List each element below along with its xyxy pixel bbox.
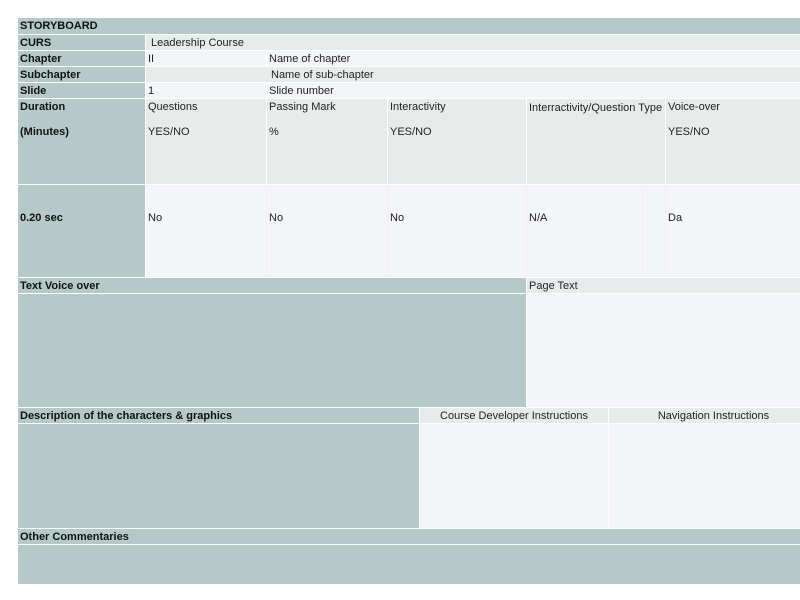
- passing-mark-header-cell: [267, 99, 387, 184]
- curs-label: CURS: [18, 35, 145, 50]
- other-commentaries-area: [18, 545, 800, 584]
- column-divider: [665, 185, 666, 277]
- column-divider: [526, 185, 527, 277]
- interactivity-sub: YES/NO: [390, 126, 432, 138]
- questions-header-cell: [146, 99, 266, 184]
- text-voice-over-label: Text Voice over: [18, 278, 526, 293]
- subchapter-name: Name of sub-chapter: [146, 67, 800, 82]
- navigation-area: [609, 424, 800, 528]
- chapter-name: Name of chapter: [267, 51, 800, 66]
- chapter-number: II: [146, 51, 266, 66]
- questions-header: Questions: [148, 101, 198, 113]
- column-divider: [266, 185, 267, 277]
- chapter-label: Chapter: [18, 51, 145, 66]
- navigation-label: Navigation Instructions: [609, 408, 800, 423]
- description-area: [18, 424, 419, 528]
- interactivity-header: Interactivity: [390, 101, 446, 113]
- page-text-label: Page Text: [527, 278, 800, 293]
- duration-label-cell: [18, 99, 145, 184]
- storyboard-title: STORYBOARD: [18, 18, 800, 34]
- text-voice-over-area: [18, 294, 526, 407]
- duration-unit: (Minutes): [20, 126, 69, 138]
- course-developer-label: Course Developer Instructions: [420, 408, 608, 423]
- column-divider: [387, 185, 388, 277]
- slide-number: 1: [146, 83, 266, 98]
- questions-sub: YES/NO: [148, 126, 190, 138]
- passing-mark-header: Passing Mark: [269, 101, 336, 113]
- slide-name: Slide number: [267, 83, 800, 98]
- page-text-area: [527, 294, 800, 407]
- duration-label: Duration: [20, 101, 66, 113]
- interactivity-header-cell: [388, 99, 526, 184]
- voice-over-sub: YES/NO: [668, 126, 710, 138]
- question-type-header: Interractivity/Question Type: [529, 102, 663, 114]
- voice-over-header: Voice-over: [668, 101, 720, 113]
- questions-value: No: [148, 212, 163, 224]
- other-commentaries-label: Other Commentaries: [18, 529, 800, 544]
- passing-mark-sub: %: [269, 126, 279, 138]
- question-type-value: N/A: [529, 212, 548, 224]
- column-divider: [642, 185, 643, 277]
- curs-value: Leadership Course: [146, 35, 800, 50]
- description-label: Description of the characters & graphics: [18, 408, 419, 423]
- question-type-header-cell: [527, 99, 665, 184]
- voice-over-header-cell: [666, 99, 800, 184]
- duration-value: 0.20 sec: [18, 185, 145, 277]
- interactivity-value: No: [390, 212, 405, 224]
- voice-over-value: Da: [668, 212, 683, 224]
- passing-mark-value: No: [269, 212, 284, 224]
- slide-label: Slide: [18, 83, 145, 98]
- course-developer-area: [420, 424, 608, 528]
- subchapter-label: Subchapter: [18, 67, 145, 82]
